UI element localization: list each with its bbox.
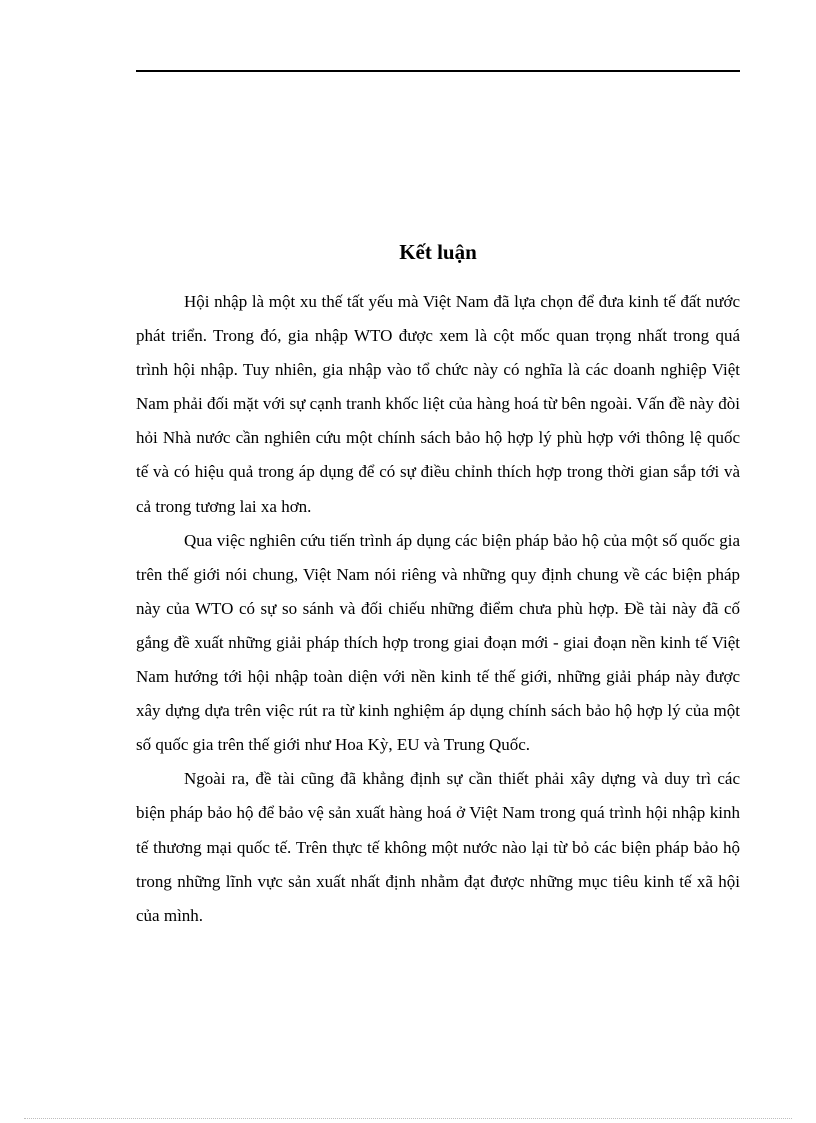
footer-divider	[24, 1118, 792, 1119]
paragraph: Qua việc nghiên cứu tiến trình áp dụng các biện pháp bảo hộ của một số quốc gia trên thế giới nói chung, Việt Nam nói riêng và những quy định chung về các biện pháp này của WTO có sự so sánh và đối chiếu những điểm chưa phù hợp. Đề tài này đã cố gắng đề xuất những giải pháp thích hợp trong giai đoạn mới - giai đoạn nền kinh tế Việt Nam hướng tới hội nhập toàn diện với nền kinh tế thế giới, những giải pháp này được xây dựng dựa trên việc rút ra từ kinh nghiệm áp dụng chính sách bảo hộ hợp lý của một số quốc gia trên thế giới như Hoa Kỳ, EU và Trung Quốc.	[136, 530, 740, 755]
header-rule	[136, 70, 740, 72]
document-body	[136, 285, 740, 933]
page-title: Kết luận	[399, 240, 477, 264]
paragraph: Ngoài ra, đề tài cũng đã khẳng định sự cần thiết phải xây dựng và duy trì các biện pháp bảo hộ để bảo vệ sản xuất hàng hoá ở Việt Nam trong quá trình hội nhập kinh tế thương mại quốc tế. Trên thực tế không một nước nào lại từ bỏ các biện pháp bảo hộ trong những lĩnh vực sản xuất nhất định nhằm đạt được những mục tiêu kinh tế xã hội của mình.	[136, 769, 740, 925]
paragraph: Hội nhập là một xu thế tất yếu mà Việt Nam đã lựa chọn để đưa kinh tế đất nước phát triển. Trong đó, gia nhập WTO được xem là cột mốc quan trọng nhất trong quá trình hội nhập. Tuy nhiên, gia nhập vào tổ chức này có nghĩa là các doanh nghiệp Việt Nam phải đối mặt với sự cạnh tranh khốc liệt của hàng hoá từ bên ngoài. Vấn đề này đòi hỏi Nhà nước cần nghiên cứu một chính sách bảo hộ hợp lý phù hợp với thông lệ quốc tế và có hiệu quả trong áp dụng để có sự điều chỉnh thích hợp trong thời gian sắp tới và cả trong tương lai xa hơn.	[136, 292, 740, 516]
